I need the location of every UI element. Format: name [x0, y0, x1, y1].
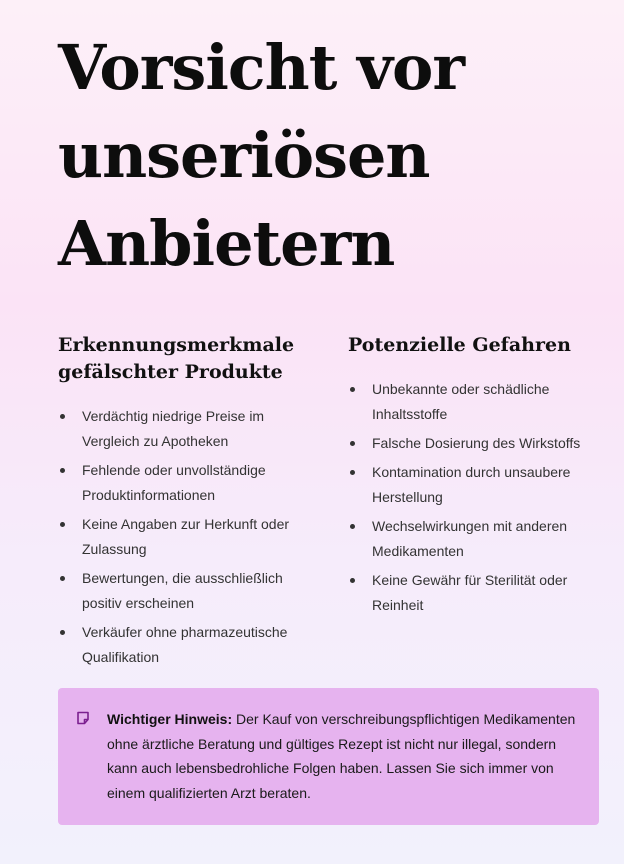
content	[58, 24, 599, 674]
dangers-heading: Potenzielle Gefahren	[348, 334, 571, 356]
warning-signs-section	[58, 332, 320, 674]
notice-label: Wichtiger Hinweis:	[107, 711, 233, 727]
list-item: Fehlende oder unvollständige Produktinformationen	[58, 458, 320, 508]
dangers-section	[348, 332, 599, 674]
warning-signs-list	[58, 404, 320, 670]
dangers-list	[348, 377, 599, 618]
list-item: Unbekannte oder schädliche Inhaltsstoffe	[348, 377, 599, 427]
list-item: Kontamination durch unsaubere Herstellung	[348, 460, 599, 510]
list-item: Keine Gewähr für Sterilität oder Reinheit	[348, 568, 599, 618]
list-item: Bewertungen, die ausschließlich positiv erscheinen	[58, 566, 320, 616]
note-icon	[76, 711, 90, 725]
list-item: Verdächtig niedrige Preise im Vergleich zu Apotheken	[58, 404, 320, 454]
list-item: Keine Angaben zur Herkunft oder Zulassung	[58, 512, 320, 562]
page-title: Vorsicht vor unseriösen Anbietern	[58, 31, 464, 280]
columns	[58, 332, 599, 674]
notice-text	[107, 707, 579, 805]
notice-body: Der Kauf von verschreibungspflichtigen Medikamenten ohne ärztliche Beratung und gültiges Rezept ist nicht nur illegal, sondern kann auch lebensbedrohliche Folgen haben. Lassen Sie sich immer von einem qualifizierten Arzt beraten.	[107, 711, 576, 801]
important-notice	[58, 688, 599, 825]
list-item: Wechselwirkungen mit anderen Medikamenten	[348, 514, 599, 564]
list-item: Verkäufer ohne pharmazeutische Qualifikation	[58, 620, 320, 670]
list-item: Falsche Dosierung des Wirkstoffs	[348, 431, 599, 456]
warning-signs-heading: Erkennungsmerkmale gefälschter Produkte	[58, 334, 295, 383]
